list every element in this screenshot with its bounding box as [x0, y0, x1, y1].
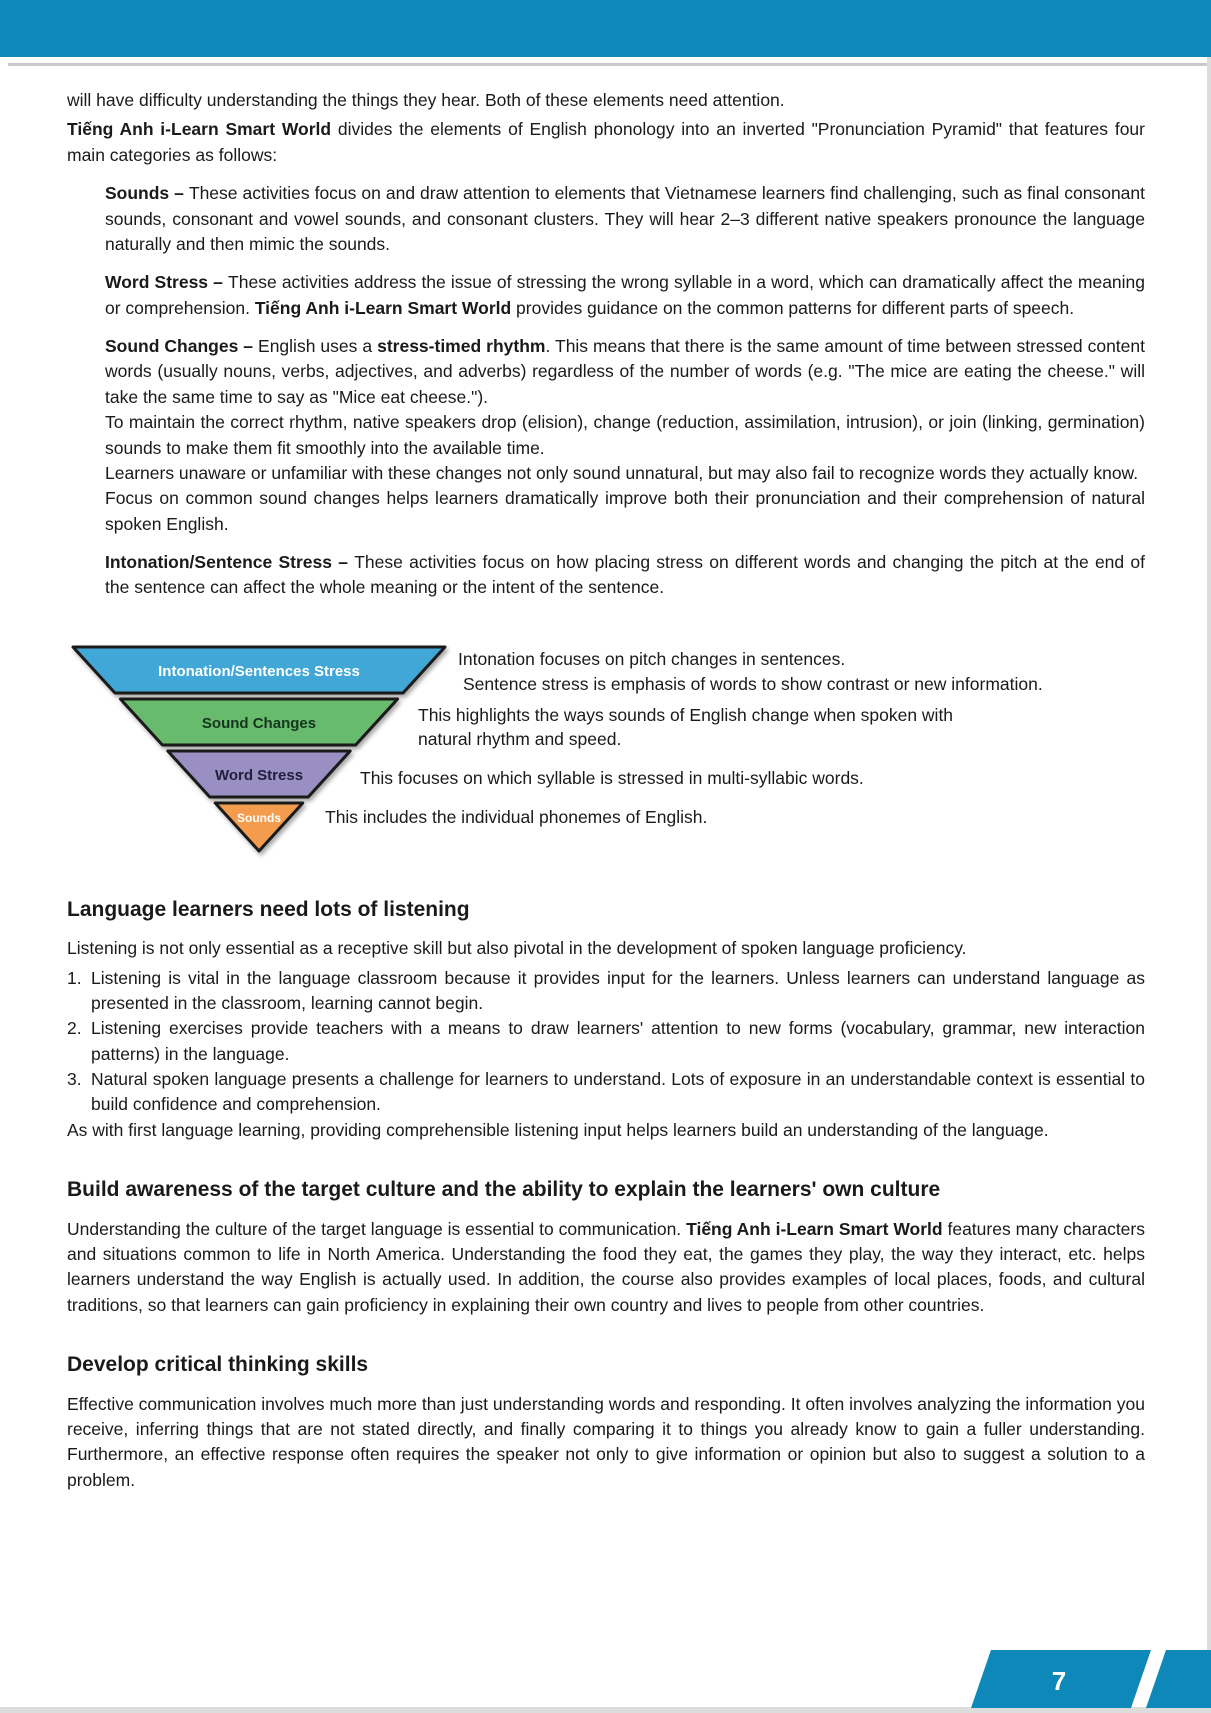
culture-body-post: features many characters and situations common to life in North America. Understanding the food they eat, the games they play, the way they interact, etc. helps learners understand the way English is actually used. In addition, the course also provides examples of local places, foods, and cultural traditions, so that learners can gain proficiency in explaining their own country and lives to people from other countries.: [67, 1218, 1145, 1315]
pronunciation-pyramid-diagram: [67, 645, 1145, 863]
listening-item-2: [67, 1016, 1145, 1067]
pyramid-label-intonation: Intonation/Sentences Stress: [158, 662, 360, 680]
category-word-stress: [105, 270, 1145, 321]
listening-intro: Listening is not only essential as a receptive skill but also pivotal in the development of spoken language proficiency.: [67, 938, 967, 959]
annotation-word-stress: This focuses on which syllable is stressed in multi-syllabic words.: [360, 767, 864, 788]
category-sound-changes-label: Sound Changes –: [105, 336, 259, 356]
footer-band-corner: [1146, 1650, 1211, 1708]
category-sounds-label: Sounds –: [105, 183, 189, 204]
page-number: 7: [1051, 1666, 1067, 1696]
heading-critical-thinking: Develop critical thinking skills: [67, 1353, 369, 1377]
culture-body-pre: Understanding the culture of the target language is essential to communication.: [67, 1218, 687, 1239]
page-content: [67, 88, 1145, 1497]
header-bar: [0, 0, 1211, 57]
brand-name: Tiếng Anh i-Learn Smart World: [67, 119, 332, 140]
heading-listening: Language learners need lots of listening: [67, 897, 470, 921]
listening-item-3: [67, 1067, 1145, 1118]
list-number: 3.: [67, 1069, 82, 1090]
pyramid-label-sounds: Sounds: [237, 810, 281, 825]
pyramid-label-word-stress: Word Stress: [214, 766, 304, 784]
category-word-stress-body-pre: These activities address the issue of stressing the wrong syllable in a word, which can dramatically affect the meaning or comprehension.: [105, 272, 1146, 318]
category-sounds: [105, 181, 1145, 257]
list-number: 1.: [67, 967, 82, 988]
stress-timed-rhythm-term: stress-timed rhythm: [377, 336, 546, 356]
annotation-sound-changes-line2: natural rhythm and speed.: [418, 728, 622, 749]
category-intonation-body: These activities focus on how placing stress on different words and changing the pitch at the end of the sentence can affect the whole meaning or the intent of the sentence.: [105, 552, 1145, 598]
list-number: 2.: [67, 1018, 82, 1039]
category-sound-changes-body-pre: English uses a: [258, 336, 378, 356]
listening-item-1: [67, 966, 1145, 1017]
category-sound-changes: [105, 334, 1145, 537]
category-word-stress-label: Word Stress –: [105, 272, 229, 293]
category-intonation-label: Intonation/Sentence Stress –: [105, 552, 355, 572]
annotation-sound-changes-line1: This highlights the ways sounds of English change when spoken with: [418, 704, 954, 725]
category-sound-changes-para4: Focus on common sound changes helps learners dramatically improve both their pronunciation and their comprehension of natural spoken English.: [105, 488, 1145, 534]
pyramid-label-sound-changes: Sound Changes: [201, 714, 317, 732]
intro-after-brand: divides the elements of English phonology into an inverted "Pronunciation Pyramid" that features four main categories as follows:: [67, 119, 1145, 165]
intro-continuation: will have difficulty understanding the things they hear. Both of these elements need attention.: [67, 90, 785, 110]
category-sound-changes-para2: To maintain the correct rhythm, native speakers drop (elision), change (reduction, assimilation, intrusion), or join (linking, germination) sounds to make them fit smoothly into the available time.: [105, 412, 1145, 458]
category-word-stress-body-post: provides guidance on the common patterns for different parts of speech.: [511, 297, 1075, 318]
brand-name: Tiếng Anh i-Learn Smart World: [254, 297, 512, 318]
culture-body: [67, 1217, 1145, 1319]
category-sound-changes-para3: Learners unaware or unfamiliar with these changes not only sound unnatural, but may also fail to recognize words they actually know.: [105, 462, 1139, 483]
category-intonation: [105, 550, 1145, 601]
category-sound-changes-body-post: . This means that there is the same amount of time between stressed content words (usually nouns, verbs, adjectives, and adverbs) regardless of the number of words (e.g. "The mice are eating the cheese." will take the same time to say as "Mice eat cheese.").: [105, 336, 1145, 407]
critical-thinking-body: Effective communication involves much more than just understanding words and responding. It often involves analyzing the information you receive, inferring things that are not stated directly, and finally comparing it to things you already know to gain a fuller understanding. Furthermore, an effective response often requires the speaker not only to give information or opinion but also to suggest a solution to a problem.: [67, 1393, 1145, 1490]
heading-culture: Build awareness of the target culture and the ability to explain the learners' own culture: [67, 1178, 941, 1202]
list-text: Listening is vital in the language classroom because it provides input for the learners. Unless learners can understand language as presented in the classroom, learning cannot begin.: [91, 967, 1145, 1013]
listening-outro: As with first language learning, providing comprehensible listening input helps learners build an understanding of the language.: [67, 1119, 1049, 1140]
category-sounds-body: These activities focus on and draw attention to elements that Vietnamese learners find challenging, such as final consonant sounds, consonant and vowel sounds, and consonant clusters. They will hear 2–3 different native speakers pronounce the language naturally and then mimic the sounds.: [105, 183, 1145, 254]
page-edge-right: [1207, 57, 1211, 1713]
header-divider: [8, 63, 1211, 66]
brand-name: Tiếng Anh i-Learn Smart World: [686, 1218, 943, 1239]
annotation-intonation-line1: Intonation focuses on pitch changes in sentences.: [458, 648, 846, 669]
intro-paragraph: [67, 117, 1145, 168]
list-text: Listening exercises provide teachers with a means to draw learners' attention to new forms (vocabulary, grammar, new interaction patterns) in the language.: [91, 1018, 1145, 1064]
page-footer: [971, 1650, 1211, 1708]
annotation-intonation-line2: Sentence stress is emphasis of words to show contrast or new information.: [463, 673, 1043, 694]
annotation-sounds: This includes the individual phonemes of English.: [325, 806, 708, 827]
list-text: Natural spoken language presents a challenge for learners to understand. Lots of exposure in an understandable context is essential to build confidence and comprehension.: [91, 1069, 1145, 1115]
